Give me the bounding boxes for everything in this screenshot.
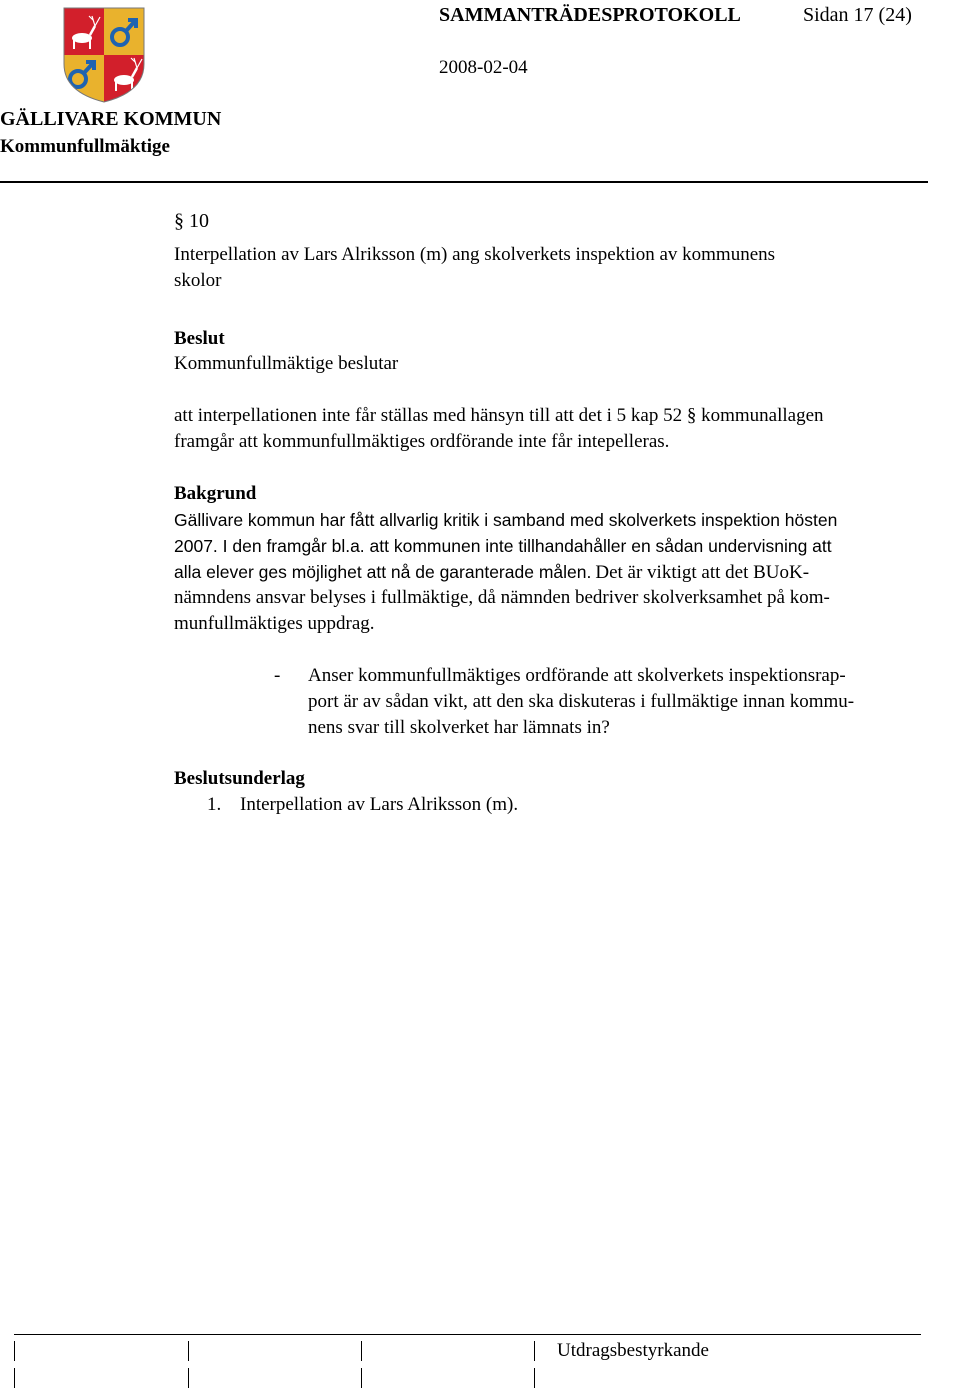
beslut-line-1: att interpellationen inte får ställas med hänsyn till att det i 5 kap 52 § kommunallagen [174, 405, 824, 426]
signature-box-border [188, 1368, 189, 1388]
section-title-line-1: Interpellation av Lars Alriksson (m) ang skolverkets inspektion av kommunens [174, 244, 776, 265]
header-divider [0, 181, 928, 183]
section-number: 10 [189, 210, 209, 232]
meeting-date: 2008-02-04 [439, 57, 528, 78]
footer-divider [14, 1334, 921, 1335]
municipal-crest-logo [62, 6, 146, 104]
footer-label: Utdragsbestyrkande [557, 1340, 709, 1361]
organization-name: GÄLLIVARE KOMMUN [0, 108, 222, 130]
signature-box-border [534, 1341, 535, 1361]
page-number: Sidan 17 (24) [803, 4, 912, 26]
bakgrund-heading: Bakgrund [174, 483, 257, 504]
council-name: Kommunfullmäktige [0, 136, 170, 157]
section-symbol: § [174, 210, 184, 232]
signature-box-border [534, 1368, 535, 1388]
bakgrund-line-2: 2007. I den framgår bl.a. att kommunen inte tillhandahåller en sådan undervisning att [174, 536, 832, 556]
signature-box-border [361, 1341, 362, 1361]
question-dash: - [274, 665, 281, 686]
question-line-3: nens svar till skolverket har lämnats in? [308, 717, 610, 738]
signature-box-border [188, 1341, 189, 1361]
underlag-item-text: Interpellation av Lars Alriksson (m). [240, 794, 519, 815]
bakgrund-line-3-serif: Det är viktigt att det BUoK- [595, 562, 810, 583]
question-line-2: port är av sådan vikt, att den ska diskuteras i fullmäktige innan kommu- [308, 691, 855, 712]
question-line-1: Anser kommunfullmäktiges ordförande att skolverkets inspektionsrap- [308, 665, 846, 686]
beslut-heading: Beslut [174, 328, 225, 349]
signature-box-border [14, 1368, 15, 1388]
section-title-line-2: skolor [174, 270, 222, 291]
bakgrund-line-4: nämndens ansvar belyses i fullmäktige, då nämnden bedriver skolverksamhet på kom- [174, 587, 830, 608]
bakgrund-line-3-sans: alla elever ges möjlighet att nå de garanterade målen. [174, 562, 592, 582]
document-title: SAMMANTRÄDESPROTOKOLL [439, 4, 741, 26]
underlag-heading: Beslutsunderlag [174, 768, 305, 789]
section-heading [174, 208, 209, 234]
bakgrund-line-5: munfullmäktiges uppdrag. [174, 613, 375, 634]
bakgrund-line-3 [174, 559, 809, 586]
signature-box-border [361, 1368, 362, 1388]
bakgrund-line-1: Gällivare kommun har fått allvarlig kritik i samband med skolverkets inspektion hösten [174, 510, 838, 530]
underlag-item-number: 1. [207, 794, 222, 815]
beslut-line-2: framgår att kommunfullmäktiges ordförande inte får intepelleras. [174, 431, 670, 452]
signature-box-border [14, 1341, 15, 1361]
beslut-subheading: Kommunfullmäktige beslutar [174, 353, 399, 374]
